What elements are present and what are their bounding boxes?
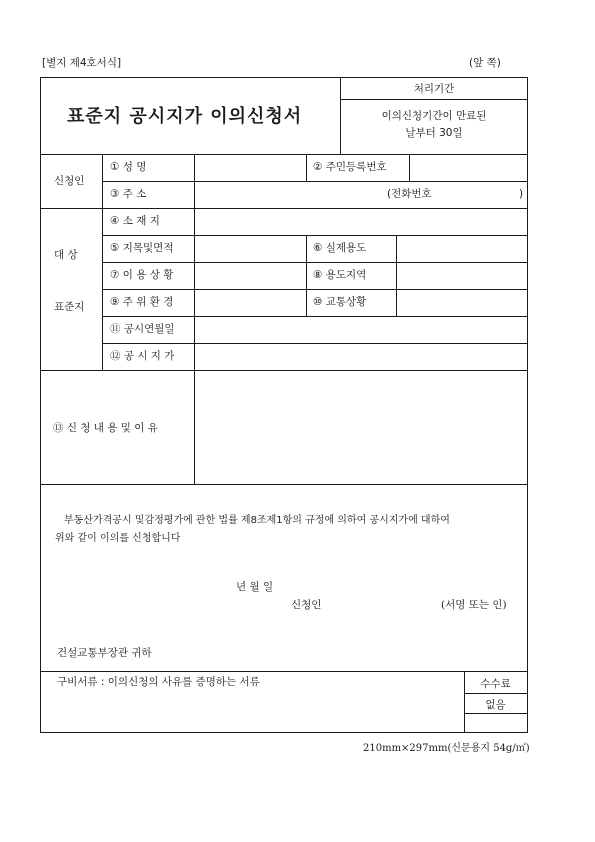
fee-label: 수수료 [480, 678, 511, 690]
applicant-section-label: 신청인 [54, 175, 85, 187]
location-label: ④ 소 재 지 [110, 215, 160, 227]
actual-use-label: ⑥ 실제용도 [313, 242, 367, 254]
location-field[interactable] [195, 209, 526, 235]
announced-price-field[interactable] [195, 344, 526, 370]
zone-field[interactable] [397, 263, 526, 289]
processing-label-line [340, 99, 528, 100]
address-field[interactable] [195, 182, 385, 208]
statement-bottom-line [40, 671, 528, 672]
name-label: ① 성 명 [110, 161, 147, 173]
usage-field[interactable] [195, 263, 305, 289]
address-label: ③ 주 소 [110, 188, 147, 200]
frame-bottom [40, 732, 528, 733]
processing-label: 처리기간 [413, 83, 455, 95]
area-divider [306, 235, 307, 316]
processing-period-line2: 날부터 30일 [405, 127, 463, 139]
traffic-label: ⑩ 교통상황 [313, 296, 367, 308]
target-section-label-1: 대 상 [54, 249, 78, 261]
announce-date-field[interactable] [195, 317, 526, 343]
date-line: 년 월 일 [236, 581, 274, 593]
statement-line-1: 부동산가격공시 및감정평가에 관한 법률 제8조제1항의 규정에 의하여 공시지가에 대하여 [64, 515, 450, 526]
fee-mid-line [464, 693, 528, 694]
resident-id-label: ② 주민등록번호 [313, 161, 387, 173]
request-bottom-line [40, 484, 528, 485]
zone-label: ⑧ 용도지역 [313, 269, 367, 281]
page-title: 표준지 공시지가 이의신청서 [67, 106, 303, 127]
phone-field[interactable] [445, 182, 515, 208]
form-number: [별지 제4호서식] [42, 57, 122, 69]
phone-label: (전화번호 [387, 188, 432, 200]
environment-label: ⑨ 주 위 환 경 [110, 296, 174, 308]
applicant-signature-label: 신청인 [291, 599, 322, 611]
paper-spec: 210mm×297mm(신문용지 54g/㎡) [363, 743, 530, 754]
area-field[interactable] [195, 236, 305, 262]
actual-use-field[interactable] [397, 236, 526, 262]
processing-period-line1: 이의신청기간이 만료된 [381, 110, 487, 122]
frame-right [527, 77, 528, 733]
signature-note: (서명 또는 인) [441, 599, 507, 611]
recipient-label: 건설교통부장관 귀하 [57, 647, 152, 659]
usage-label: ⑦ 이 용 상 황 [110, 269, 174, 281]
statement-line-2: 위와 같이 이의를 신청합니다 [55, 533, 181, 544]
fee-bottom-line [464, 713, 528, 714]
name-id-divider [306, 154, 307, 181]
frame-left [40, 77, 41, 733]
resident-id-field[interactable] [410, 155, 526, 181]
announced-price-label: ⑫ 공 시 지 가 [110, 350, 175, 362]
frame-top [40, 77, 528, 78]
request-label: ⑬ 신 청 내 용 및 이 유 [53, 422, 158, 434]
target-section-label-2: 표준지 [54, 301, 85, 313]
announce-date-label: ⑪ 공시연월일 [110, 323, 175, 335]
traffic-field[interactable] [397, 290, 526, 316]
environment-field[interactable] [195, 290, 305, 316]
required-documents: 구비서류 : 이의신청의 사유를 증명하는 서류 [57, 676, 260, 688]
name-field[interactable] [195, 155, 305, 181]
request-reason-field[interactable] [195, 371, 526, 483]
area-label: ⑤ 지목및면적 [110, 242, 174, 254]
applicant-signature-field[interactable] [335, 594, 435, 614]
page-side-label: (앞 쪽) [469, 57, 501, 69]
fee-value: 없음 [485, 699, 506, 711]
phone-close-paren: ) [519, 188, 524, 200]
